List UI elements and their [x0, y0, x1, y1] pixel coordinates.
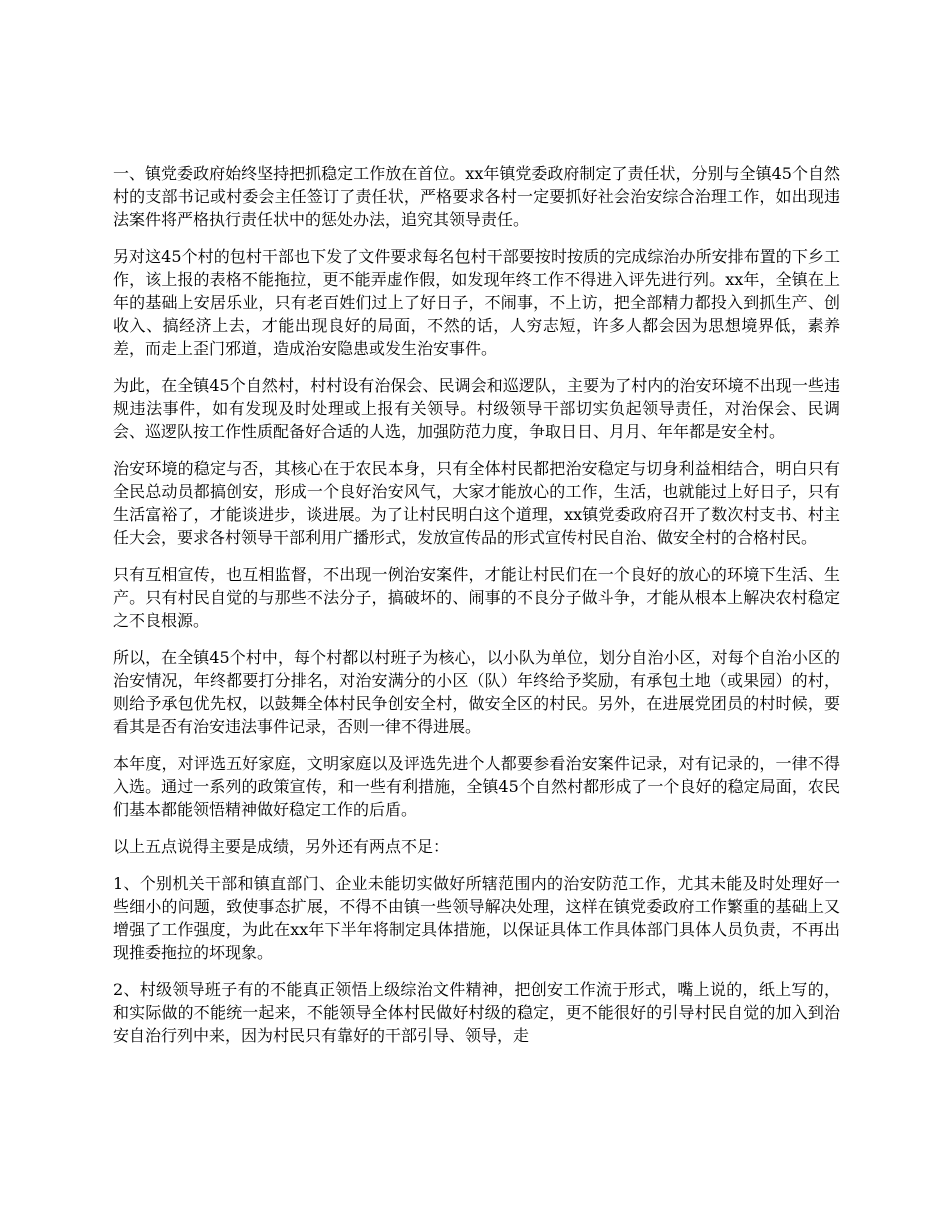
paragraph-2: 另对这45个村的包村干部也下发了文件要求每名包村干部要按时按质的完成综治办所安排布置的下乡工作，该上报的表格不能拖拉，更不能弄虚作假，如发现年终工作不得进入评先进行列。xx年，全镇在上年的基础上安居乐业，只有老百姓们过上了好日子，不闹事，不上访，把全部精力都投入到抓生产、创收入、搞经济上去，才能出现良好的局面，不然的话，人穷志短，许多人都会因为思想境界低，素养差，而走上歪门邪道，造成治安隐患或发生治安事件。: [113, 247, 840, 358]
document-body: [113, 162, 840, 1061]
paragraph-9: 1、个别机关干部和镇直部门、企业未能切实做好所辖范围内的治安防范工作，尤其未能及时处理好一些细小的问题，致使事态扩展，不得不由镇一些领导解决处理，这样在镇党委政府工作繁重的基础上又增强了工作强度，为此在xx年下半年将制定具体措施，以保证具体工作具体部门具体人员负责，不再出现推委拖拉的坏现象。: [113, 874, 840, 962]
paragraph-10: 2、村级领导班子有的不能真正领悟上级综治文件精神，把创安工作流于形式，嘴上说的，纸上写的，和实际做的不能统一起来，不能领导全体村民做好村级的稳定，更不能很好的引导村民自觉的加入到治安自治行列中来，因为村民只有靠好的干部引导、领导，走: [113, 980, 840, 1045]
paragraph-4: 治安环境的稳定与否，其核心在于农民本身，只有全体村民都把治安稳定与切身利益相结合，明白只有全民总动员都搞创安，形成一个良好治安风气，大家才能放心的工作，生活，也就能过上好日子，只有生活富裕了，才能谈进步，谈进展。为了让村民明白这个道理，xx镇党委政府召开了数次村支书、村主任大会，要求各村领导干部利用广播形式，发放宣传品的形式宣传村民自治、做安全村的合格村民。: [113, 459, 840, 547]
paragraph-1: 一、镇党委政府始终坚持把抓稳定工作放在首位。xx年镇党委政府制定了责任状，分别与全镇45个自然村的支部书记或村委会主任签订了责任状，严格要求各村一定要抓好社会治安综合治理工作，如出现违法案件将严格执行责任状中的惩处办法，追究其领导责任。: [113, 164, 840, 229]
paragraph-8: 以上五点说得主要是成绩，另外还有两点不足：: [113, 837, 450, 856]
paragraph-6: 所以，在全镇45个村中，每个村都以村班子为核心，以小队为单位，划分自治小区，对每个自治小区的治安情况，年终都要打分排名，对治安满分的小区（队）年终给予奖励，有承包土地（或果园）的村，则给予承包优先权，以鼓舞全体村民争创安全村，做安全区的村民。另外，在进展党团员的村时候，要看其是否有治安违法事件记录，否则一律不得进展。: [113, 648, 840, 736]
paragraph-5: 只有互相宣传，也互相监督，不出现一例治安案件，才能让村民们在一个良好的放心的环境下生活、生产。只有村民自觉的与那些不法分子，搞破坏的、闹事的不良分子做斗争，才能从根本上解决农村稳定之不良根源。: [113, 565, 840, 630]
paragraph-3: 为此，在全镇45个自然村，村村设有治保会、民调会和巡逻队，主要为了村内的治安环境不出现一些违规违法事件，如有发现及时处理或上报有关领导。村级领导干部切实负起领导责任，对治保会、民调会、巡逻队按工作性质配备好合适的人选，加强防范力度，争取日日、月月、年年都是安全村。: [113, 376, 840, 441]
paragraph-7: 本年度，对评选五好家庭，文明家庭以及评选先进个人都要参看治安案件记录，对有记录的，一律不得入选。通过一系列的政策宣传，和一些有利措施，全镇45个自然村都形成了一个良好的稳定局面，农民们基本都能领悟精神做好稳定工作的后盾。: [113, 754, 840, 819]
